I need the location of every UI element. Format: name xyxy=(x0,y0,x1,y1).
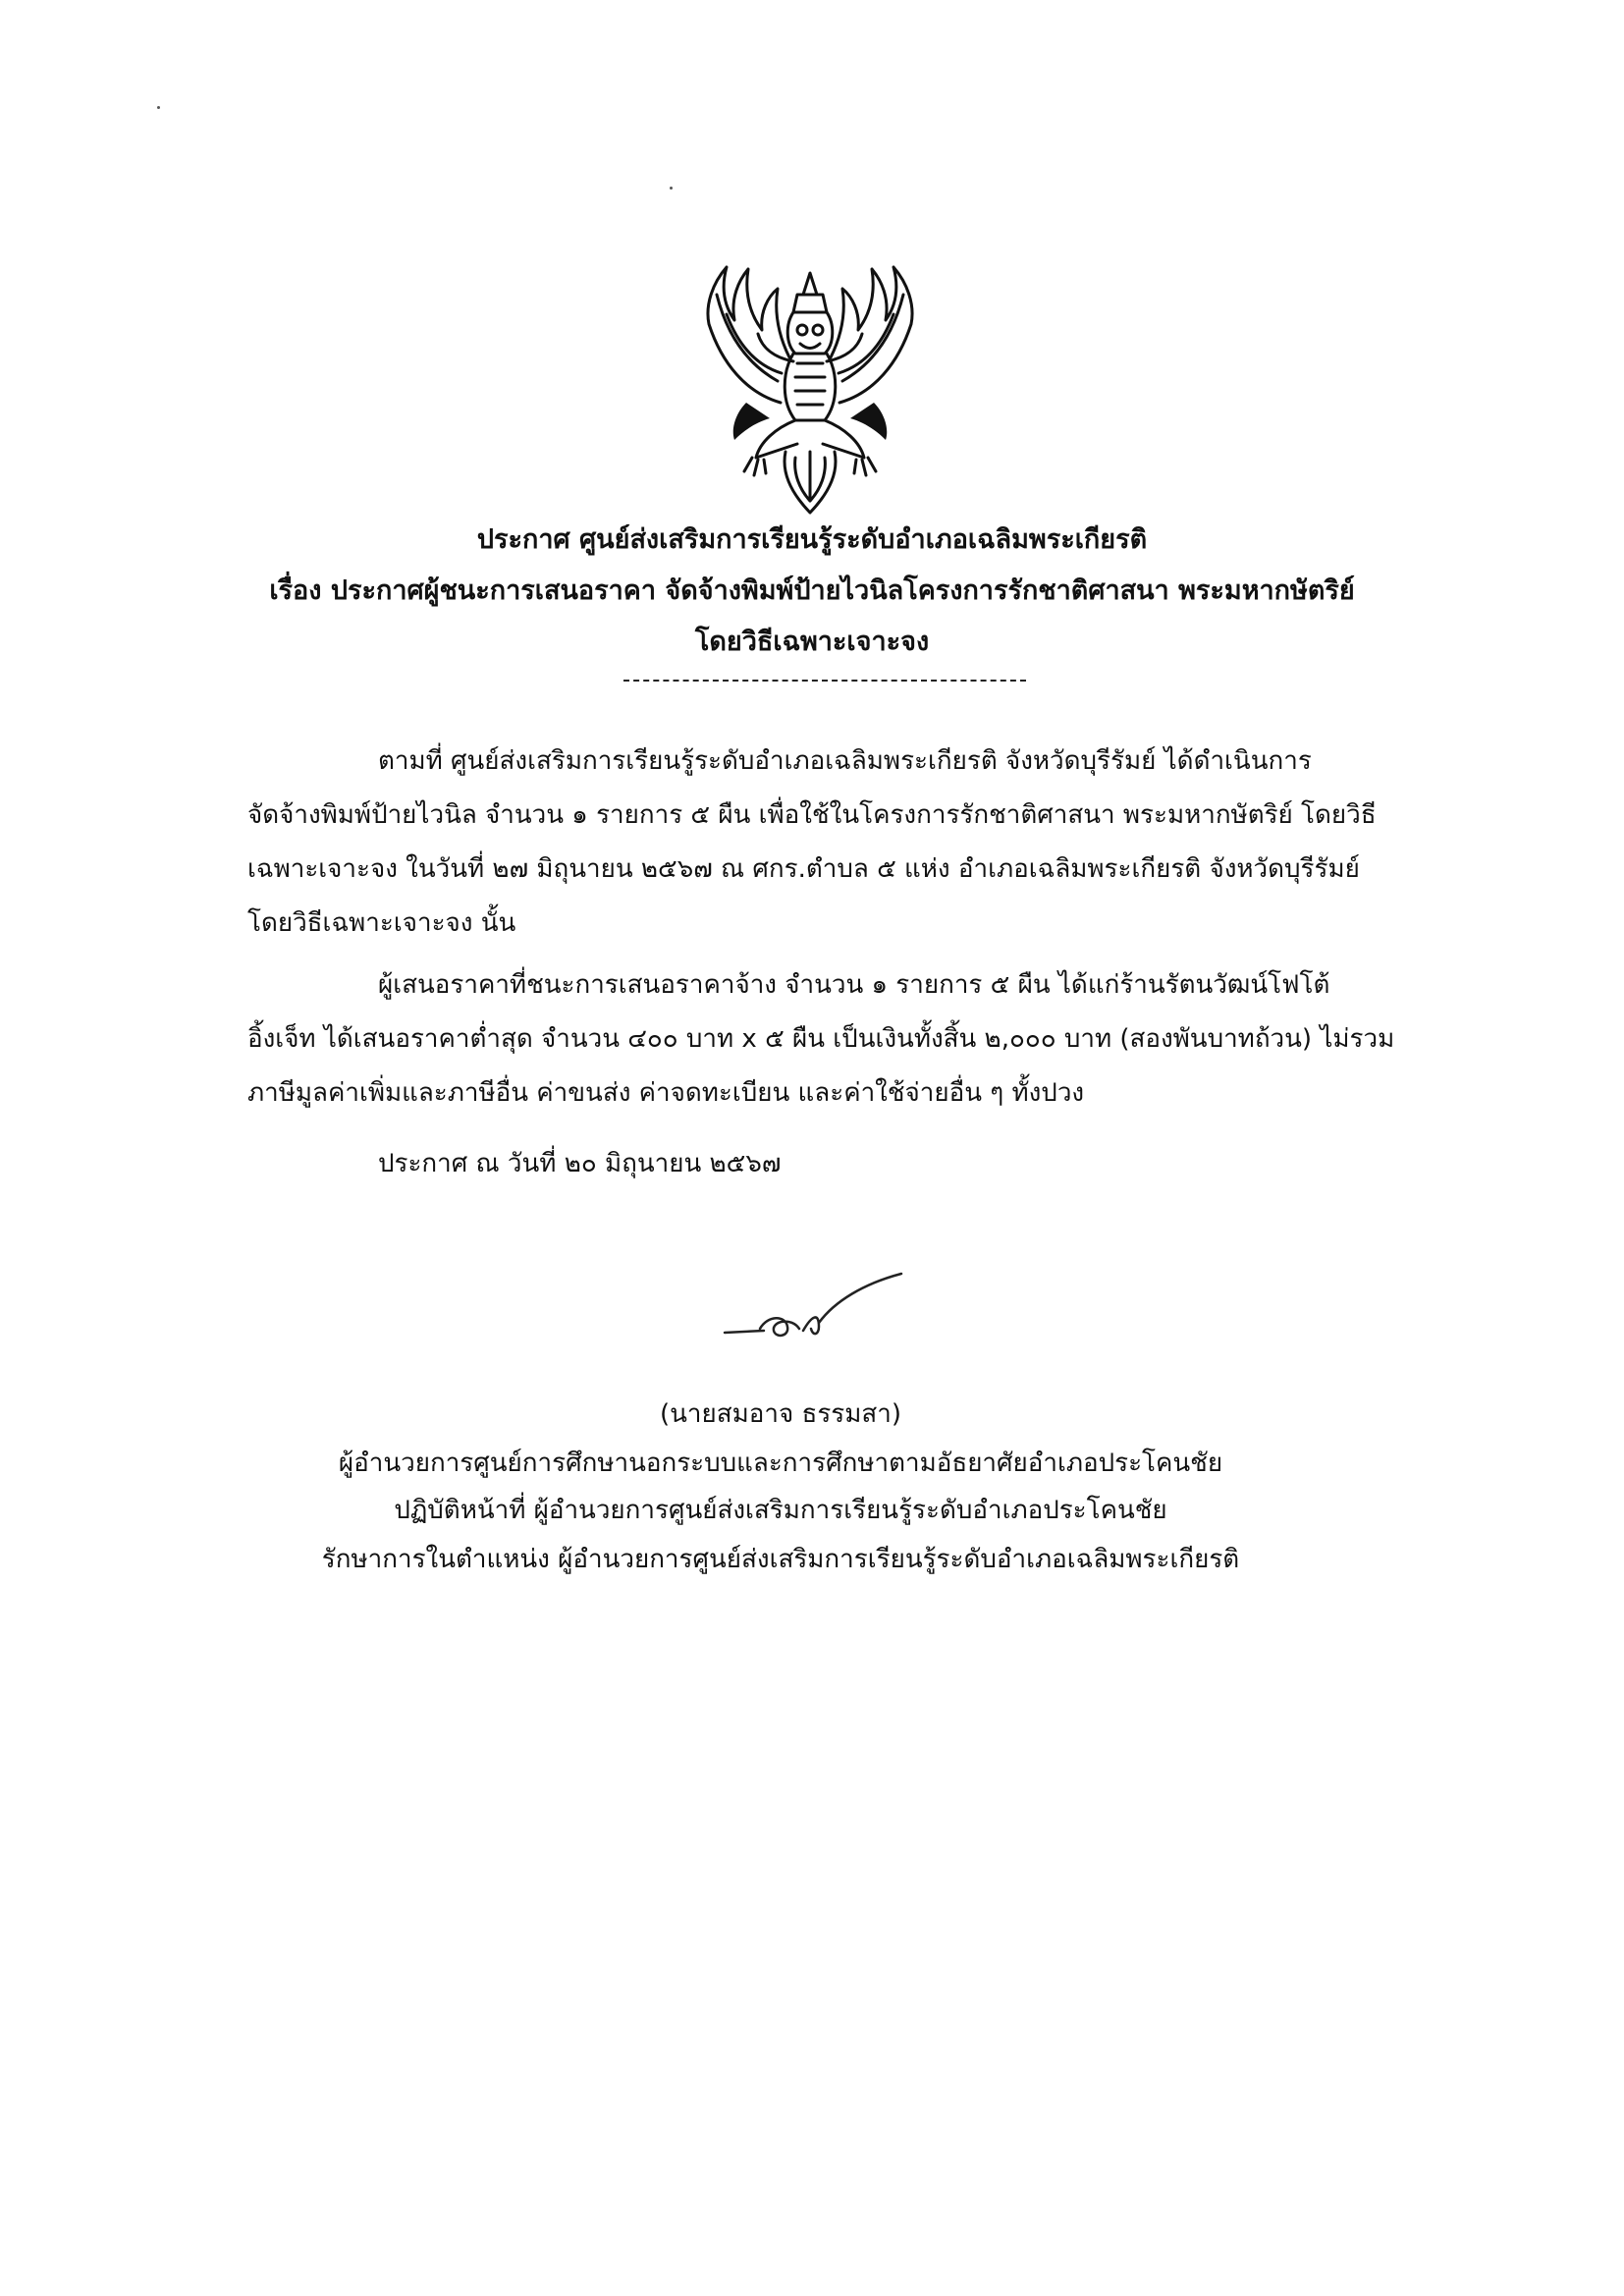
signer-acting-position: รักษาการในตำแหน่ง ผู้อำนวยการศูนย์ส่งเสริมการเรียนรู้ระดับอำเภอเฉลิมพระเกียรติ xyxy=(321,1545,1240,1574)
signer-position: ผู้อำนวยการศูนย์การศึกษานอกระบบและการศึกษาตามอัธยาศัยอำเภอประโคนชัย xyxy=(338,1449,1223,1478)
paragraph-line: ภาษีมูลค่าเพิ่มและภาษีอื่น ค่าขนส่ง ค่าจดทะเบียน และค่าใช้จ่ายอื่น ๆ ทั้งปวง xyxy=(247,1078,1085,1108)
paragraph-line: โดยวิธีเฉพาะเจาะจง นั้น xyxy=(247,908,516,938)
paragraph-background xyxy=(247,735,1450,951)
announcement-date: ประกาศ ณ วันที่ ๒๐ มิถุนายน ๒๕๖๗ xyxy=(378,1149,782,1178)
paragraph-line: ผู้เสนอราคาที่ชนะการเสนอราคาจ้าง จำนวน ๑ รายการ ๕ ผืน ได้แก่ร้านรัตนวัฒน์โฟโต้ xyxy=(378,970,1330,1000)
scan-speck xyxy=(157,106,160,109)
handwritten-signature xyxy=(717,1272,903,1360)
scan-speck xyxy=(670,187,673,190)
procurement-method: โดยวิธีเฉพาะเจาะจง xyxy=(694,627,930,657)
paragraph-line: จัดจ้างพิมพ์ป้ายไวนิล จำนวน ๑ รายการ ๕ ผืน เพื่อใช้ในโครงการรักชาติศาสนา พระมหากษัตริย์ โดยวิธี xyxy=(247,800,1377,830)
paragraph-line: เฉพาะเจาะจง ในวันที่ ๒๗ มิถุนายน ๒๕๖๗ ณ ศกร.ตำบล ๕ แห่ง อำเภอเฉลิมพระเกียรติ จังหวัดบุรีรัมย์ xyxy=(247,854,1360,884)
signer-acting-duty: ปฏิบัติหน้าที่ ผู้อำนวยการศูนย์ส่งเสริมการเรียนรู้ระดับอำเภอประโคนชัย xyxy=(394,1496,1167,1525)
signer-name: (นายสมอาจ ธรรมสา) xyxy=(659,1399,902,1429)
announcement-subject: เรื่อง ประกาศผู้ชนะการเสนอราคา จัดจ้างพิมพ์ป้ายไวนิลโครงการรักชาติศาสนา พระมหากษัตริย์ xyxy=(269,575,1355,606)
paragraph-line: ตามที่ ศูนย์ส่งเสริมการเรียนรู้ระดับอำเภอเฉลิมพระเกียรติ จังหวัดบุรีรัมย์ ได้ดำเนินการ xyxy=(378,746,1312,776)
announcement-title: ประกาศ ศูนย์ส่งเสริมการเรียนรู้ระดับอำเภอเฉลิมพระเกียรติ xyxy=(476,524,1148,555)
dashed-divider xyxy=(623,680,1026,682)
paragraph-winner xyxy=(247,958,1450,1121)
garuda-emblem-icon xyxy=(687,255,933,520)
paragraph-line: อิ้งเจ็ท ได้เสนอราคาต่ำสุด จำนวน ๔๐๐ บาท x ๕ ผืน เป็นเงินทั้งสิ้น ๒,๐๐๐ บาท (สองพันบาทถ้วน) ไม่รวม xyxy=(247,1024,1395,1054)
